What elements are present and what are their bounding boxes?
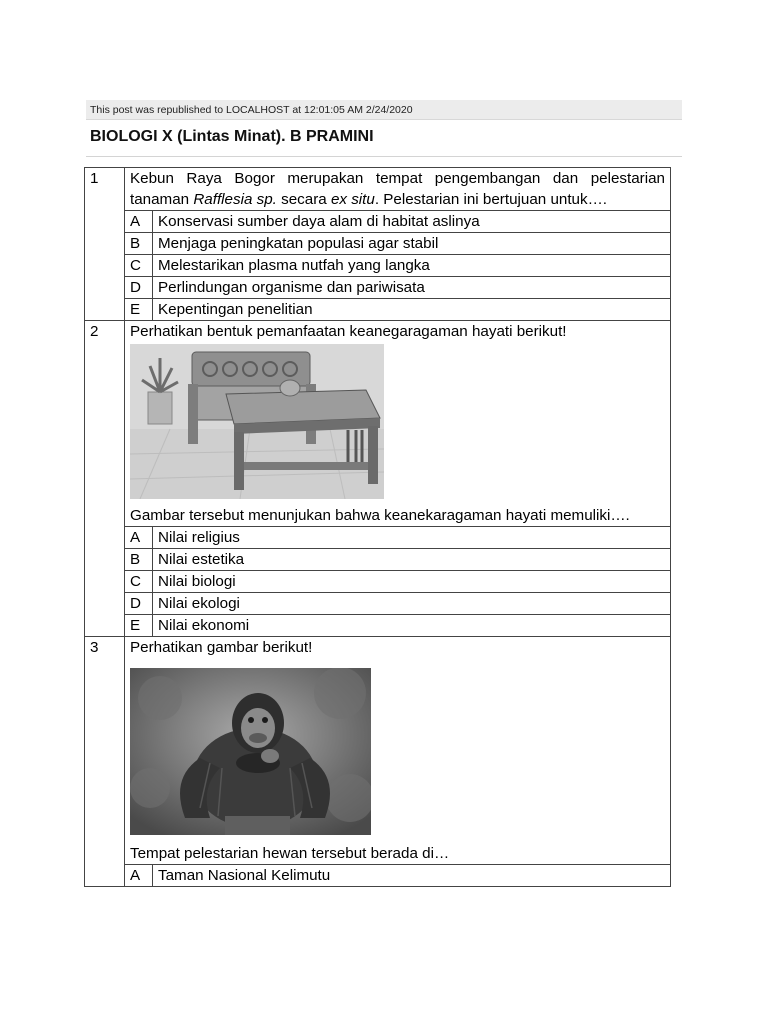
option-row — [85, 277, 671, 299]
option-letter: C — [125, 255, 153, 277]
option-row — [85, 527, 671, 549]
question-3-number: 3 — [85, 637, 125, 887]
option-letter: E — [125, 299, 153, 321]
document-title: BIOLOGI X (Lintas Minat). B PRAMINI — [90, 128, 374, 145]
question-2-number: 2 — [85, 321, 125, 637]
option-text: Nilai estetika — [153, 549, 671, 571]
question-3-row — [85, 637, 671, 865]
option-letter: A — [125, 211, 153, 233]
option-row — [85, 571, 671, 593]
option-row — [85, 593, 671, 615]
option-letter: B — [125, 549, 153, 571]
option-row — [85, 211, 671, 233]
question-3-intro: Perhatikan gambar berikut! — [130, 639, 313, 656]
option-letter: A — [125, 527, 153, 549]
question-2-text: Gambar tersebut menunjukan bahwa keanekaragaman hayati memuliki…. — [130, 507, 630, 524]
option-text: Nilai ekonomi — [153, 615, 671, 637]
question-2-cell — [125, 321, 671, 527]
option-text: Taman Nasional Kelimutu — [153, 865, 671, 887]
question-3-cell — [125, 637, 671, 865]
option-row — [85, 865, 671, 887]
option-text: Menjaga peningkatan populasi agar stabil — [153, 233, 671, 255]
question-1-row — [85, 168, 671, 211]
option-text: Perlindungan organisme dan pariwisata — [153, 277, 671, 299]
option-text: Konservasi sumber daya alam di habitat aslinya — [153, 211, 671, 233]
orangutan-photo — [130, 668, 371, 835]
option-letter: E — [125, 615, 153, 637]
option-row — [85, 615, 671, 637]
option-row — [85, 255, 671, 277]
option-text: Kepentingan penelitian — [153, 299, 671, 321]
question-1-number: 1 — [85, 168, 125, 321]
option-letter: A — [125, 865, 153, 887]
republish-banner: This post was republished to LOCALHOST at 12:01:05 AM 2/24/2020 — [86, 100, 682, 120]
quiz-table — [84, 167, 671, 887]
question-2-intro: Perhatikan bentuk pemanfaatan keanegaragaman hayati berikut! — [130, 323, 567, 340]
option-text: Nilai ekologi — [153, 593, 671, 615]
question-3-text: Tempat pelestarian hewan tersebut berada di… — [130, 845, 450, 862]
title-divider — [86, 156, 682, 157]
sofa-table-photo — [130, 344, 384, 499]
option-row — [85, 299, 671, 321]
option-letter: D — [125, 593, 153, 615]
question-1-text: Kebun Raya Bogor merupakan tempat pengembangan dan pelestarian tanaman Rafflesia sp. secara ex situ. Pelestarian ini bertujuan untuk…. — [125, 168, 671, 211]
option-letter: D — [125, 277, 153, 299]
option-text: Nilai religius — [153, 527, 671, 549]
option-letter: C — [125, 571, 153, 593]
question-2-row — [85, 321, 671, 527]
option-row — [85, 233, 671, 255]
option-text: Nilai biologi — [153, 571, 671, 593]
option-text: Melestarikan plasma nutfah yang langka — [153, 255, 671, 277]
option-row — [85, 549, 671, 571]
option-letter: B — [125, 233, 153, 255]
